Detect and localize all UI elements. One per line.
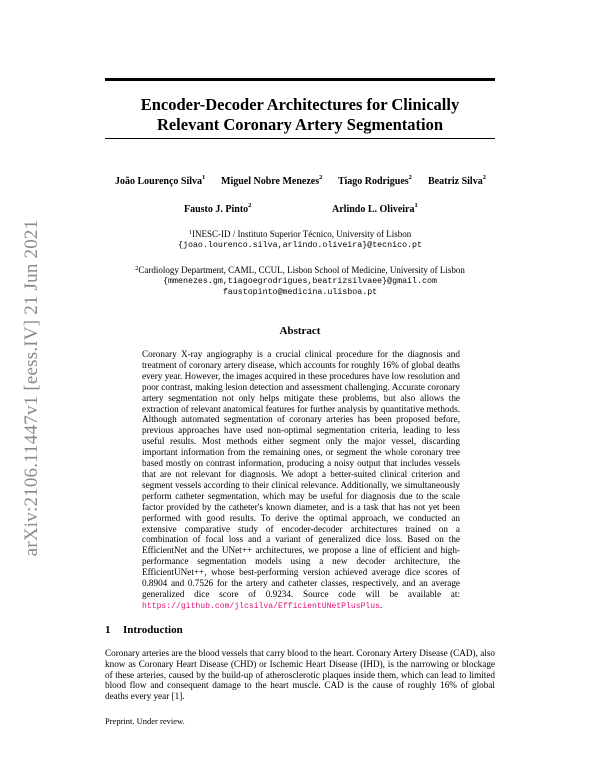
author: João Lourenço Silva$^1$ [115,174,206,187]
author: Arlindo L. Oliveira$^1$ [332,202,418,215]
section-heading: 1 Introduction [105,624,183,636]
affiliation-2: $^2$Cardiology Department, CAML, CCUL, Lisbon School of Medicine, University of Lisbon {mmenezes.gm,tiagoegrodrigues,beatrizsilvaee}@gmail.com faustopinto@medicina.ulisboa.pt [105,265,495,298]
arxiv-identifier: arXiv:2106.11447v1 [eess.IV] 21 Jun 2021 [21,219,42,557]
author-list [105,174,495,215]
title-line-2: Relevant Coronary Artery Segmentation [156,115,444,134]
paper-title [105,95,495,135]
footer-note: Preprint. Under review. [105,716,185,726]
affiliation-1: $^1$INESC-ID / Instituto Superior Técnico, University of Lisbon {joao.lourenco.silva,arlindo.oliveira}@tecnico.pt [105,229,495,251]
source-code-link[interactable]: https://github.com/jlcsilva/EfficientUNetPlusPlus [142,601,380,611]
author: Miguel Nobre Menezes$^2$ [221,174,323,187]
abstract-text: Coronary X-ray angiography is a crucial clinical procedure for the diagnosis and treatment of coronary artery disease, which accounts for roughly 16% of global deaths every year. However, the images acquired in these procedures have low resolution and poor contrast, making lesion detection and assessment challenging. Accurate coronary artery segmentation not only helps mitigate these problems, but also allows the extraction of relevant anatomical features for further analysis by quantitative methods. Although automated segmentation of coronary arteries has been proposed before, previous approaches have used non-optimal segmentation criteria, leading to less useful results. Most methods either segment only the major vessel, discarding important information from the remaining ones, or segment the whole coronary tree based mostly on contrast information, producing a noisy output that includes vessels that are not relevant for diagnosis. We adopt a better-suited clinical criterion and segment vessels according to their clinical relevance. Additionally, we simultaneously perform catheter segmentation, which may be useful for diagnosis due to the scale factor provided by the catheter's known diameter, and is a task that has not yet been performed with good results. To derive the optimal approach, we conducted an extensive comparative study of encoder-decoder architectures trained on a combination of focal loss and a variant of generalized dice loss. Based on the EfficientNet and the UNet++ architectures, we propose a line of efficient and high-performance segmentation models using a new decoder architecture, the EfficientUNet++, whose best-performing version achieved average dice scores of 0.8904 and 0.7526 for the artery and catheter classes, respectively, and an average generalized dice score of 0.9234. Source code will be available at: https://github.com/jlcsilva/EfficientUNetPlusPlus. [142,349,460,611]
intro-paragraph: Coronary arteries are the blood vessels that carry blood to the heart. Coronary Artery Disease (CAD), also know as Coronary Heart Disease (CHD) or Ischemic Heart Disease (IHD), is the narrowing or blockage of these arteries, caused by the build-up of atherosclerotic plaques inside them, which can lead to limited blood flow and consequent damage to the heart muscle. CAD is the cause of roughly 16% of global deaths every year [1]. [105,648,495,702]
abstract-heading: Abstract [279,325,321,337]
title-rule-top [105,78,495,81]
email: faustopinto@medicina.ulisboa.pt [222,288,378,297]
title-rule-bottom [105,138,495,139]
author: Tiago Rodrigues$^2$ [338,174,412,187]
title-line-1: Encoder-Decoder Architectures for Clinically [140,95,460,114]
author: Beatriz Silva$^2$ [428,174,486,187]
email: {mmenezes.gm,tiagoegrodrigues,beatrizsilvaee}@gmail.com [163,277,437,286]
email: {joao.lourenco.silva,arlindo.oliveira}@tecnico.pt [178,241,422,250]
author: Fausto J. Pinto$^2$ [184,202,252,215]
